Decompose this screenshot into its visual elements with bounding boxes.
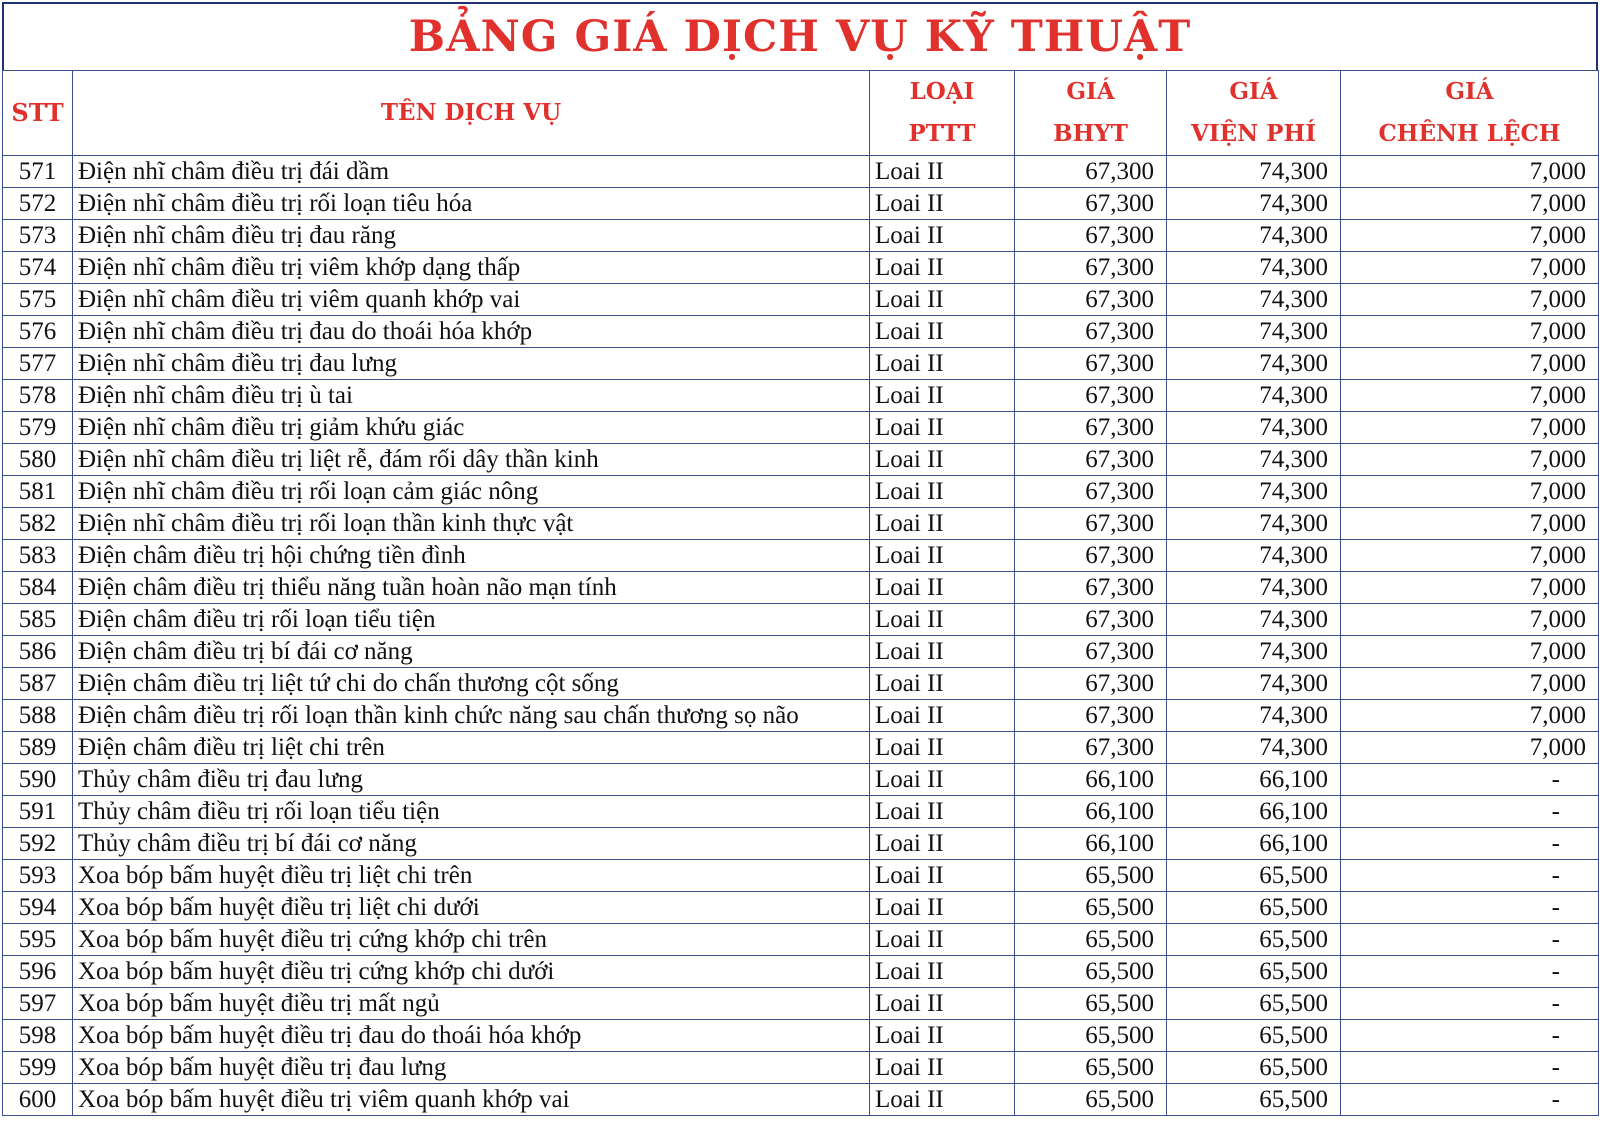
header-bhyt-price: GIÁ BHYT xyxy=(1015,71,1167,156)
row-service-name: Điện châm điều trị rối loạn tiểu tiện xyxy=(73,604,870,636)
table-row xyxy=(3,796,1599,828)
row-pttt-type: Loai II xyxy=(870,540,1015,572)
row-pttt-type: Loai II xyxy=(870,316,1015,348)
row-service-name: Điện châm điều trị bí đái cơ năng xyxy=(73,636,870,668)
row-service-name: Thủy châm điều trị rối loạn tiểu tiện xyxy=(73,796,870,828)
row-difference-price: 7,000 xyxy=(1341,604,1599,636)
row-stt: 574 xyxy=(3,252,73,284)
table-row xyxy=(3,284,1599,316)
row-hospital-price: 74,300 xyxy=(1167,700,1341,732)
row-service-name: Điện nhĩ châm điều trị liệt rễ, đám rối dây thần kinh xyxy=(73,444,870,476)
row-bhyt-price: 67,300 xyxy=(1015,604,1167,636)
row-hospital-price: 74,300 xyxy=(1167,444,1341,476)
row-hospital-price: 74,300 xyxy=(1167,508,1341,540)
row-hospital-price: 74,300 xyxy=(1167,572,1341,604)
row-pttt-type: Loai II xyxy=(870,156,1015,188)
row-hospital-price: 74,300 xyxy=(1167,220,1341,252)
table-row xyxy=(3,988,1599,1020)
row-bhyt-price: 67,300 xyxy=(1015,284,1167,316)
row-pttt-type: Loai II xyxy=(870,444,1015,476)
row-service-name: Điện nhĩ châm điều trị đau răng xyxy=(73,220,870,252)
table-row xyxy=(3,924,1599,956)
row-bhyt-price: 67,300 xyxy=(1015,156,1167,188)
table-row xyxy=(3,188,1599,220)
row-service-name: Điện châm điều trị hội chứng tiền đình xyxy=(73,540,870,572)
row-service-name: Điện nhĩ châm điều trị rối loạn thần kinh thực vật xyxy=(73,508,870,540)
row-hospital-price: 66,100 xyxy=(1167,828,1341,860)
row-difference-price: 7,000 xyxy=(1341,540,1599,572)
row-bhyt-price: 67,300 xyxy=(1015,476,1167,508)
page-title: BẢNG GIÁ DỊCH VỤ KỸ THUẬT xyxy=(2,2,1598,70)
row-stt: 586 xyxy=(3,636,73,668)
row-service-name: Điện nhĩ châm điều trị rối loạn tiêu hóa xyxy=(73,188,870,220)
row-difference-price: 7,000 xyxy=(1341,380,1599,412)
row-stt: 595 xyxy=(3,924,73,956)
row-bhyt-price: 67,300 xyxy=(1015,188,1167,220)
row-difference-price: 7,000 xyxy=(1341,668,1599,700)
row-difference-price: 7,000 xyxy=(1341,444,1599,476)
row-bhyt-price: 65,500 xyxy=(1015,1084,1167,1116)
row-bhyt-price: 65,500 xyxy=(1015,892,1167,924)
row-stt: 594 xyxy=(3,892,73,924)
row-pttt-type: Loai II xyxy=(870,764,1015,796)
header-hospital-price: GIÁ VIỆN PHÍ xyxy=(1167,71,1341,156)
table-row xyxy=(3,380,1599,412)
table-row xyxy=(3,700,1599,732)
table-row xyxy=(3,540,1599,572)
row-pttt-type: Loai II xyxy=(870,508,1015,540)
row-pttt-type: Loai II xyxy=(870,636,1015,668)
row-pttt-type: Loai II xyxy=(870,380,1015,412)
row-service-name: Xoa bóp bấm huyệt điều trị liệt chi trên xyxy=(73,860,870,892)
row-pttt-type: Loai II xyxy=(870,860,1015,892)
row-service-name: Điện nhĩ châm điều trị đau lưng xyxy=(73,348,870,380)
row-pttt-type: Loai II xyxy=(870,828,1015,860)
row-bhyt-price: 67,300 xyxy=(1015,444,1167,476)
row-stt: 591 xyxy=(3,796,73,828)
table-row xyxy=(3,572,1599,604)
row-bhyt-price: 65,500 xyxy=(1015,956,1167,988)
table-row xyxy=(3,156,1599,188)
row-service-name: Điện nhĩ châm điều trị đái dầm xyxy=(73,156,870,188)
row-difference-price: - xyxy=(1341,988,1599,1020)
row-bhyt-price: 65,500 xyxy=(1015,860,1167,892)
row-hospital-price: 74,300 xyxy=(1167,604,1341,636)
row-hospital-price: 66,100 xyxy=(1167,764,1341,796)
row-difference-price: 7,000 xyxy=(1341,508,1599,540)
row-pttt-type: Loai II xyxy=(870,732,1015,764)
row-bhyt-price: 65,500 xyxy=(1015,1020,1167,1052)
row-difference-price: - xyxy=(1341,924,1599,956)
row-hospital-price: 74,300 xyxy=(1167,412,1341,444)
row-bhyt-price: 67,300 xyxy=(1015,412,1167,444)
row-pttt-type: Loai II xyxy=(870,348,1015,380)
row-difference-price: 7,000 xyxy=(1341,572,1599,604)
row-stt: 593 xyxy=(3,860,73,892)
row-difference-price: - xyxy=(1341,1052,1599,1084)
row-hospital-price: 74,300 xyxy=(1167,668,1341,700)
row-hospital-price: 74,300 xyxy=(1167,252,1341,284)
row-bhyt-price: 66,100 xyxy=(1015,796,1167,828)
row-bhyt-price: 67,300 xyxy=(1015,380,1167,412)
row-hospital-price: 74,300 xyxy=(1167,732,1341,764)
row-hospital-price: 74,300 xyxy=(1167,348,1341,380)
row-hospital-price: 65,500 xyxy=(1167,924,1341,956)
table-row xyxy=(3,956,1599,988)
row-pttt-type: Loai II xyxy=(870,1020,1015,1052)
row-pttt-type: Loai II xyxy=(870,412,1015,444)
row-bhyt-price: 67,300 xyxy=(1015,316,1167,348)
row-stt: 571 xyxy=(3,156,73,188)
row-bhyt-price: 67,300 xyxy=(1015,252,1167,284)
row-bhyt-price: 67,300 xyxy=(1015,540,1167,572)
table-row xyxy=(3,1052,1599,1084)
row-stt: 578 xyxy=(3,380,73,412)
row-bhyt-price: 66,100 xyxy=(1015,764,1167,796)
row-service-name: Xoa bóp bấm huyệt điều trị cứng khớp chi trên xyxy=(73,924,870,956)
row-bhyt-price: 67,300 xyxy=(1015,220,1167,252)
row-pttt-type: Loai II xyxy=(870,284,1015,316)
table-row xyxy=(3,348,1599,380)
row-difference-price: - xyxy=(1341,1084,1599,1116)
row-hospital-price: 74,300 xyxy=(1167,156,1341,188)
row-pttt-type: Loai II xyxy=(870,220,1015,252)
row-difference-price: 7,000 xyxy=(1341,636,1599,668)
row-service-name: Điện châm điều trị rối loạn thần kinh chức năng sau chấn thương sọ não xyxy=(73,700,870,732)
header-service-name: TÊN DỊCH VỤ xyxy=(73,71,870,156)
table-row xyxy=(3,1020,1599,1052)
row-difference-price: 7,000 xyxy=(1341,252,1599,284)
row-service-name: Điện châm điều trị liệt tứ chi do chấn thương cột sống xyxy=(73,668,870,700)
row-difference-price: 7,000 xyxy=(1341,412,1599,444)
table-row xyxy=(3,604,1599,636)
row-bhyt-price: 67,300 xyxy=(1015,636,1167,668)
row-hospital-price: 74,300 xyxy=(1167,380,1341,412)
row-difference-price: - xyxy=(1341,828,1599,860)
table-row xyxy=(3,316,1599,348)
row-pttt-type: Loai II xyxy=(870,668,1015,700)
row-pttt-type: Loai II xyxy=(870,1084,1015,1116)
row-service-name: Điện nhĩ châm điều trị giảm khứu giác xyxy=(73,412,870,444)
row-bhyt-price: 67,300 xyxy=(1015,732,1167,764)
row-difference-price: 7,000 xyxy=(1341,188,1599,220)
row-pttt-type: Loai II xyxy=(870,700,1015,732)
table-row xyxy=(3,732,1599,764)
row-stt: 580 xyxy=(3,444,73,476)
header-pttt-type: LOẠI PTTT xyxy=(870,71,1015,156)
row-difference-price: - xyxy=(1341,860,1599,892)
row-service-name: Thủy châm điều trị đau lưng xyxy=(73,764,870,796)
row-hospital-price: 65,500 xyxy=(1167,1084,1341,1116)
row-stt: 587 xyxy=(3,668,73,700)
table-row xyxy=(3,508,1599,540)
row-stt: 581 xyxy=(3,476,73,508)
header-difference-price: GIÁ CHÊNH LỆCH xyxy=(1341,71,1599,156)
row-service-name: Điện châm điều trị thiểu năng tuần hoàn não mạn tính xyxy=(73,572,870,604)
row-service-name: Xoa bóp bấm huyệt điều trị cứng khớp chi dưới xyxy=(73,956,870,988)
row-service-name: Điện nhĩ châm điều trị viêm quanh khớp vai xyxy=(73,284,870,316)
row-bhyt-price: 67,300 xyxy=(1015,572,1167,604)
table-row xyxy=(3,252,1599,284)
row-bhyt-price: 67,300 xyxy=(1015,700,1167,732)
row-stt: 589 xyxy=(3,732,73,764)
row-difference-price: 7,000 xyxy=(1341,284,1599,316)
row-stt: 584 xyxy=(3,572,73,604)
row-difference-price: 7,000 xyxy=(1341,476,1599,508)
table-row xyxy=(3,412,1599,444)
row-service-name: Thủy châm điều trị bí đái cơ năng xyxy=(73,828,870,860)
table-row xyxy=(3,668,1599,700)
row-stt: 590 xyxy=(3,764,73,796)
row-stt: 579 xyxy=(3,412,73,444)
table-row xyxy=(3,860,1599,892)
row-hospital-price: 65,500 xyxy=(1167,956,1341,988)
row-bhyt-price: 66,100 xyxy=(1015,828,1167,860)
table-row xyxy=(3,1084,1599,1116)
row-service-name: Điện nhĩ châm điều trị viêm khớp dạng thấp xyxy=(73,252,870,284)
row-service-name: Điện nhĩ châm điều trị ù tai xyxy=(73,380,870,412)
row-pttt-type: Loai II xyxy=(870,796,1015,828)
row-difference-price: 7,000 xyxy=(1341,732,1599,764)
row-hospital-price: 66,100 xyxy=(1167,796,1341,828)
row-hospital-price: 74,300 xyxy=(1167,316,1341,348)
row-service-name: Xoa bóp bấm huyệt điều trị liệt chi dưới xyxy=(73,892,870,924)
row-stt: 598 xyxy=(3,1020,73,1052)
row-pttt-type: Loai II xyxy=(870,572,1015,604)
row-hospital-price: 65,500 xyxy=(1167,1052,1341,1084)
row-service-name: Xoa bóp bấm huyệt điều trị đau lưng xyxy=(73,1052,870,1084)
row-difference-price: - xyxy=(1341,956,1599,988)
row-hospital-price: 65,500 xyxy=(1167,892,1341,924)
row-pttt-type: Loai II xyxy=(870,956,1015,988)
row-service-name: Xoa bóp bấm huyệt điều trị mất ngủ xyxy=(73,988,870,1020)
row-difference-price: - xyxy=(1341,1020,1599,1052)
row-stt: 597 xyxy=(3,988,73,1020)
row-service-name: Xoa bóp bấm huyệt điều trị đau do thoái hóa khớp xyxy=(73,1020,870,1052)
row-difference-price: 7,000 xyxy=(1341,316,1599,348)
row-hospital-price: 65,500 xyxy=(1167,988,1341,1020)
row-stt: 576 xyxy=(3,316,73,348)
row-stt: 577 xyxy=(3,348,73,380)
row-stt: 600 xyxy=(3,1084,73,1116)
row-difference-price: 7,000 xyxy=(1341,220,1599,252)
row-stt: 588 xyxy=(3,700,73,732)
price-table xyxy=(2,70,1599,1116)
row-hospital-price: 65,500 xyxy=(1167,860,1341,892)
row-stt: 599 xyxy=(3,1052,73,1084)
row-difference-price: 7,000 xyxy=(1341,156,1599,188)
row-stt: 573 xyxy=(3,220,73,252)
row-service-name: Điện nhĩ châm điều trị rối loạn cảm giác nông xyxy=(73,476,870,508)
table-row xyxy=(3,220,1599,252)
row-hospital-price: 74,300 xyxy=(1167,188,1341,220)
table-row xyxy=(3,892,1599,924)
table-row xyxy=(3,444,1599,476)
table-row xyxy=(3,476,1599,508)
row-difference-price: - xyxy=(1341,892,1599,924)
row-pttt-type: Loai II xyxy=(870,604,1015,636)
table-header-row xyxy=(3,71,1599,156)
row-stt: 592 xyxy=(3,828,73,860)
row-stt: 572 xyxy=(3,188,73,220)
row-pttt-type: Loai II xyxy=(870,988,1015,1020)
row-bhyt-price: 65,500 xyxy=(1015,1052,1167,1084)
row-bhyt-price: 65,500 xyxy=(1015,988,1167,1020)
row-bhyt-price: 65,500 xyxy=(1015,924,1167,956)
row-pttt-type: Loai II xyxy=(870,476,1015,508)
row-stt: 596 xyxy=(3,956,73,988)
row-hospital-price: 74,300 xyxy=(1167,636,1341,668)
header-stt: STT xyxy=(3,71,73,156)
row-stt: 585 xyxy=(3,604,73,636)
table-row xyxy=(3,828,1599,860)
row-service-name: Điện nhĩ châm điều trị đau do thoái hóa khớp xyxy=(73,316,870,348)
row-hospital-price: 74,300 xyxy=(1167,284,1341,316)
row-difference-price: 7,000 xyxy=(1341,348,1599,380)
row-difference-price: - xyxy=(1341,764,1599,796)
row-stt: 575 xyxy=(3,284,73,316)
row-pttt-type: Loai II xyxy=(870,924,1015,956)
row-hospital-price: 74,300 xyxy=(1167,476,1341,508)
table-row xyxy=(3,636,1599,668)
row-service-name: Điện châm điều trị liệt chi trên xyxy=(73,732,870,764)
row-hospital-price: 74,300 xyxy=(1167,540,1341,572)
row-pttt-type: Loai II xyxy=(870,188,1015,220)
row-stt: 582 xyxy=(3,508,73,540)
table-row xyxy=(3,764,1599,796)
row-service-name: Xoa bóp bấm huyệt điều trị viêm quanh khớp vai xyxy=(73,1084,870,1116)
row-bhyt-price: 67,300 xyxy=(1015,508,1167,540)
row-bhyt-price: 67,300 xyxy=(1015,348,1167,380)
row-stt: 583 xyxy=(3,540,73,572)
row-bhyt-price: 67,300 xyxy=(1015,668,1167,700)
row-pttt-type: Loai II xyxy=(870,252,1015,284)
row-difference-price: 7,000 xyxy=(1341,700,1599,732)
table-body xyxy=(3,156,1599,1116)
row-hospital-price: 65,500 xyxy=(1167,1020,1341,1052)
row-pttt-type: Loai II xyxy=(870,1052,1015,1084)
row-difference-price: - xyxy=(1341,796,1599,828)
row-pttt-type: Loai II xyxy=(870,892,1015,924)
